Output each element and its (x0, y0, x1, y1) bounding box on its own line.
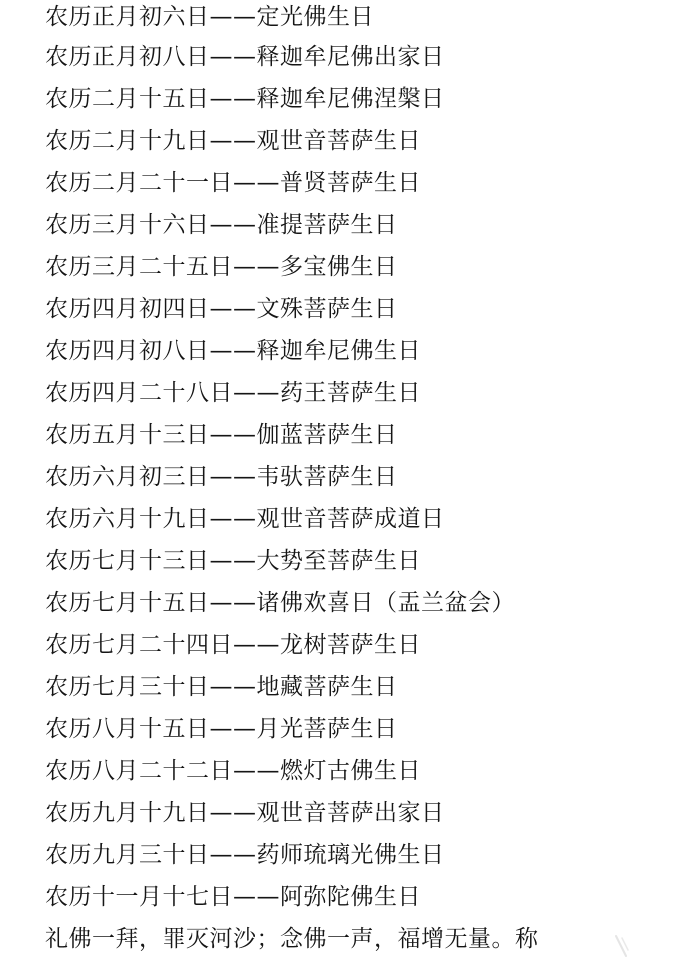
text-line: 农历二月二十一日——普贤菩萨生日 (45, 170, 421, 196)
text-line: 农历四月二十八日——药王菩萨生日 (45, 380, 421, 406)
text-line: 农历八月十五日——月光菩萨生日 (45, 716, 398, 742)
text-line: 农历九月三十日——药师琉璃光佛生日 (45, 842, 445, 868)
text-line: 农历三月十六日——准提菩萨生日 (45, 212, 398, 238)
text-line: 礼佛一拜，罪灭河沙；念佛一声，福增无量。称 (45, 926, 539, 952)
text-line: 农历正月初六日——定光佛生日 (45, 4, 374, 30)
text-line: 农历七月十五日——诸佛欢喜日（盂兰盆会） (45, 590, 515, 616)
text-line: 农历六月初三日——韦驮菩萨生日 (45, 464, 398, 490)
text-line: 农历二月十九日——观世音菩萨生日 (45, 128, 421, 154)
text-line: 农历十一月十七日——阿弥陀佛生日 (45, 884, 421, 910)
text-line: 农历七月二十四日——龙树菩萨生日 (45, 632, 421, 658)
text-line: 农历正月初八日——释迦牟尼佛出家日 (45, 44, 445, 70)
watermark-mark-icon (612, 932, 632, 960)
text-line: 农历五月十三日——伽蓝菩萨生日 (45, 422, 398, 448)
text-line: 农历七月十三日——大势至菩萨生日 (45, 548, 421, 574)
text-line: 农历六月十九日——观世音菩萨成道日 (45, 506, 445, 532)
text-line: 农历四月初四日——文殊菩萨生日 (45, 296, 398, 322)
text-line: 农历三月二十五日——多宝佛生日 (45, 254, 398, 280)
text-line: 农历七月三十日——地藏菩萨生日 (45, 674, 398, 700)
text-line: 农历八月二十二日——燃灯古佛生日 (45, 758, 421, 784)
text-line: 农历九月十九日——观世音菩萨出家日 (45, 800, 445, 826)
text-line: 农历二月十五日——释迦牟尼佛涅槃日 (45, 86, 445, 112)
text-line: 农历四月初八日——释迦牟尼佛生日 (45, 338, 421, 364)
